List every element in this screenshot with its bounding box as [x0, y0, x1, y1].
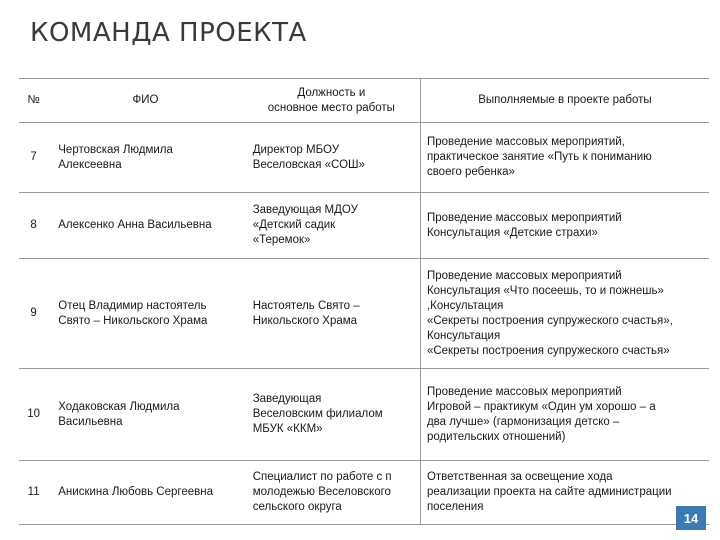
row-num: 10 [19, 369, 48, 461]
row-position [243, 193, 421, 259]
row-work-line: родительских отношений) [426, 430, 566, 443]
row-name [48, 123, 242, 193]
row-name-line: Алексеевна [58, 158, 122, 171]
row-work-line: ,Консультация [426, 299, 504, 312]
row-position-line: Настоятель Свято – [252, 299, 360, 312]
row-position-line: Заведующая МДОУ [252, 204, 358, 216]
row-work-line: Игровой – практикум «Один ум хорошо – а [426, 400, 656, 413]
row-work-line: «Секреты построения супружеского счастья» [426, 344, 670, 357]
row-position [243, 123, 421, 193]
row-position-line: Заведующая [252, 393, 322, 405]
row-name [48, 461, 242, 525]
row-position [243, 369, 421, 461]
row-num: 7 [19, 123, 48, 193]
row-work-line: Консультация [426, 329, 501, 342]
row-work-line: Консультация «Что посеешь, то и пожнешь» [426, 284, 664, 297]
header-name: ФИО [48, 79, 242, 123]
row-work-line: Проведение массовых мероприятий [426, 211, 622, 224]
table-row [19, 193, 709, 259]
row-num: 9 [19, 259, 48, 369]
row-work-line: практическое занятие «Путь к пониманию [426, 151, 652, 163]
row-name [48, 193, 242, 259]
table-row [19, 369, 709, 461]
row-num: 8 [19, 193, 48, 259]
row-position-line: Специалист по работе с п [252, 471, 392, 483]
row-work [420, 461, 709, 525]
row-work [420, 259, 709, 369]
row-position [243, 461, 421, 525]
row-work [420, 123, 709, 193]
row-position-line: Веселовским филиалом [252, 408, 383, 420]
row-work-line: Проведение массовых мероприятий [426, 385, 622, 398]
row-position-line: «Детский садик [252, 219, 336, 231]
row-work-line: своего ребенка» [426, 166, 515, 178]
row-name-line: Свято – Никольского Храма [58, 314, 208, 327]
row-position-line: сельского округа [252, 501, 342, 513]
row-name-line: Ходаковская Людмила [58, 400, 180, 413]
row-position-line: молодежью Веселовского [252, 486, 391, 498]
row-num: 11 [19, 461, 48, 525]
header-num: № [19, 79, 48, 123]
row-name [48, 259, 242, 369]
row-name-line: Анискина Любовь Сергеевна [58, 486, 213, 498]
header-work: Выполняемые в проекте работы [420, 79, 709, 123]
row-name-line: Васильевна [58, 415, 123, 428]
row-work-line: поселения [426, 501, 484, 513]
row-work [420, 369, 709, 461]
row-position-line: МБУК «ККМ» [252, 423, 323, 435]
row-work-line: Ответственная за освещение хода [426, 471, 613, 483]
row-position-line: «Теремок» [252, 234, 311, 246]
header-position [243, 79, 421, 123]
table-row [19, 461, 709, 525]
row-work [420, 193, 709, 259]
table-row [19, 259, 709, 369]
row-name-line: Отец Владимир настоятель [58, 299, 207, 312]
project-team-table [19, 78, 709, 525]
table-row [19, 123, 709, 193]
header-position-line: основное место работы [267, 101, 395, 114]
row-position-line: Директор МБОУ [252, 143, 340, 156]
row-work-line: реализации проекта на сайте администрации [426, 486, 672, 498]
row-position-line: Веселовская «СОШ» [252, 158, 365, 171]
row-position-line: Никольского Храма [252, 314, 358, 327]
row-position [243, 259, 421, 369]
row-name-line: Алексенко Анна Васильевна [58, 219, 212, 231]
row-work-line: два лучше» (гармонизация детско – [426, 415, 620, 428]
row-work-line: «Секреты построения супружеского счастья», [426, 314, 673, 327]
row-work-line: Проведение массовых мероприятий [426, 269, 622, 282]
row-name [48, 369, 242, 461]
page-title: КОМАНДА ПРОЕКТА [30, 18, 307, 48]
table-header-row [19, 79, 709, 123]
row-work-line: Консультация «Детские страхи» [426, 226, 598, 239]
header-position-line: Должность и [297, 86, 366, 99]
page-number-badge: 14 [676, 506, 706, 530]
row-work-line: Проведение массовых мероприятий, [426, 136, 625, 148]
row-name-line: Чертовская Людмила [58, 143, 173, 156]
